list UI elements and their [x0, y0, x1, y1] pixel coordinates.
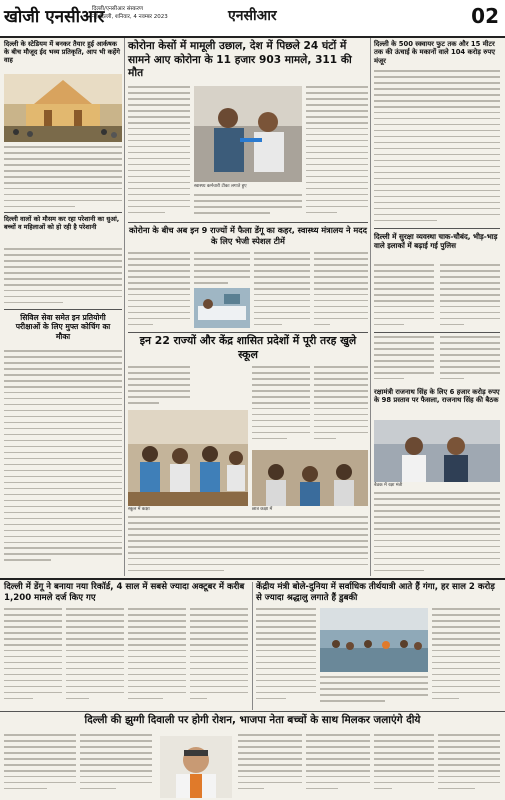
- page-number: 02: [471, 4, 499, 28]
- right-story2-body-col1: [374, 264, 434, 330]
- right-story3-body: [374, 492, 500, 574]
- lead-headline: कोरोना केसों में मामूली उछाल, देश में पिछले 24 घंटों में सामने आए कोरोना के 11 हजार 903 मामले, 311 की मौत: [128, 40, 352, 79]
- divider: [128, 332, 368, 333]
- dengue-body-col3: [254, 252, 310, 330]
- divider: [4, 212, 122, 213]
- classroom-caption: स्कूल में कक्षा: [128, 507, 150, 512]
- lead-body-col3: [306, 86, 368, 220]
- students-photo: [252, 450, 368, 506]
- pilgrim-body-under-photo: [320, 676, 428, 708]
- date-line: नई दिल्ली, शनिवार, 4 नवम्बर 2023: [92, 14, 168, 20]
- divider: [374, 332, 500, 333]
- vaccination-photo: [194, 86, 302, 182]
- dengue-body-col1: [128, 252, 190, 330]
- dengue-headline: कोरोना के बीच अब इन 9 राज्यों में फैला डेंगू का कहर, स्वास्थ्य मंत्रालय ने मदद के लिए भेजी स्पेशल टीमें: [129, 225, 367, 246]
- dengue-body-col2: [194, 252, 250, 286]
- dengue-body-col4: [314, 252, 368, 330]
- divider: [4, 309, 122, 310]
- left-story2-body: [4, 248, 122, 306]
- left-story2-headline: दिल्ली वालों को मौसम कर रहा परेशानी का धुआं, बच्चों व महिलाओं को हो रही है परेशानी: [4, 215, 120, 231]
- edition-meta: [92, 5, 168, 21]
- schools-headline: इन 22 राज्यों और केंद्र शासित प्रदेशों में पूरी तरह खुले स्कूल: [139, 334, 357, 361]
- diwali-body-col4: [306, 734, 370, 798]
- schools-body-bottom: [128, 516, 368, 574]
- divider: [128, 222, 368, 223]
- lead-body-under-photo: [194, 194, 302, 220]
- diwali-body-col5: [374, 734, 434, 798]
- column-divider: [370, 38, 371, 576]
- ganga-photo: [320, 608, 428, 672]
- schools-body-col3: [314, 366, 368, 446]
- hospital-photo: [194, 288, 250, 328]
- pilgrim-body-col3: [432, 608, 500, 708]
- dengue-record-headline: दिल्ली में डेंगू ने बनाया नया रिकॉर्ड, 4 साल में सबसे ज्यादा अक्टूबर में करीब 1,200 मामले दर्ज किए गए: [4, 582, 245, 603]
- dengue-record-body-col4: [190, 608, 248, 708]
- students-caption: छात्र कक्षा में: [252, 507, 273, 512]
- left-story3-headline: सिविल सेवा समेत इन प्रतियोगी परीक्षाओं के लिए मुफ्त कोचिंग का मौका: [15, 313, 111, 341]
- brand-name: खोजी एनसीआर: [4, 7, 105, 27]
- dengue-record-body-col3: [128, 608, 186, 708]
- divider: [0, 711, 505, 712]
- right-story2-headline: दिल्ली में सुरक्षा व्यवस्था चाक-चौबंद, भीड़-भाड़ वाले इलाकों में बढ़ाई गई पुलिस: [374, 232, 498, 250]
- right-misc-body-col1: [374, 336, 434, 384]
- column-divider: [124, 38, 125, 576]
- masthead: [0, 0, 505, 38]
- edition-line: दिल्ली/एनसीआर संस्करण: [92, 6, 143, 12]
- bjp-leader-photo: [160, 736, 232, 798]
- left-story3-body: [4, 350, 122, 572]
- meeting-caption: बैठक में रक्षा मंत्री: [374, 483, 403, 488]
- diwali-body-col3: [238, 734, 302, 798]
- diwali-headline: दिल्ली की झुग्गी दिवाली पर होगी रोशन, भाजपा नेता बच्चों के साथ मिलकर जलाएंगे दीये: [84, 714, 421, 726]
- right-story3-headline: रक्षामंत्री राजनाथ सिंह के लिए 6 हजार करोड़ रुपए के 98 प्रस्ताव पर फैसला, राजनाथ सिंह की बैठक: [374, 388, 500, 405]
- schools-body-col1: [128, 366, 190, 406]
- lead-body-col1: [128, 86, 190, 220]
- section-title: एनसीआर: [228, 8, 277, 24]
- divider: [374, 228, 500, 229]
- classroom-photo: [128, 410, 248, 506]
- vaccination-caption: स्वास्थ्य कर्मचारी टीका लगाते हुए: [194, 184, 247, 189]
- left-story1-body: [4, 146, 122, 210]
- right-story2-body-col2: [440, 264, 500, 330]
- pilgrim-headline: केंद्रीय मंत्री बोले-दुनिया में सर्वाधिक तीर्थयात्री आते हैं गंगा, हर साल 2 करोड़ से ज्यादा श्रद्धालु लगाते हैं डुबकी: [256, 582, 495, 603]
- dengue-record-body-col1: [4, 608, 62, 708]
- pilgrim-body-col1: [256, 608, 316, 708]
- diwali-body-col1: [4, 734, 76, 798]
- meeting-photo: [374, 420, 500, 482]
- diwali-body-col2: [80, 734, 152, 798]
- left-story1-headline: दिल्ली के स्टेडियम में बनकर तैयार हुई आर्कषक के बीच मौजूद ईद भव्य प्रतिकृति, आप भी कहेंगे वाह: [4, 40, 120, 65]
- stadium-photo: [4, 74, 122, 142]
- right-story1-headline: दिल्ली के 500 स्क्वायर फुट तक और 15 मीटर तक की ऊंचाई के मकानों वाले 104 करोड़ रुपए मंजूर: [374, 40, 495, 65]
- right-misc-body-col2: [440, 336, 500, 384]
- diwali-body-col6: [438, 734, 500, 798]
- column-divider: [252, 582, 253, 710]
- right-story1-body: [374, 70, 500, 226]
- schools-body-col2: [252, 366, 310, 446]
- dengue-record-body-col2: [66, 608, 124, 708]
- divider: [0, 578, 505, 580]
